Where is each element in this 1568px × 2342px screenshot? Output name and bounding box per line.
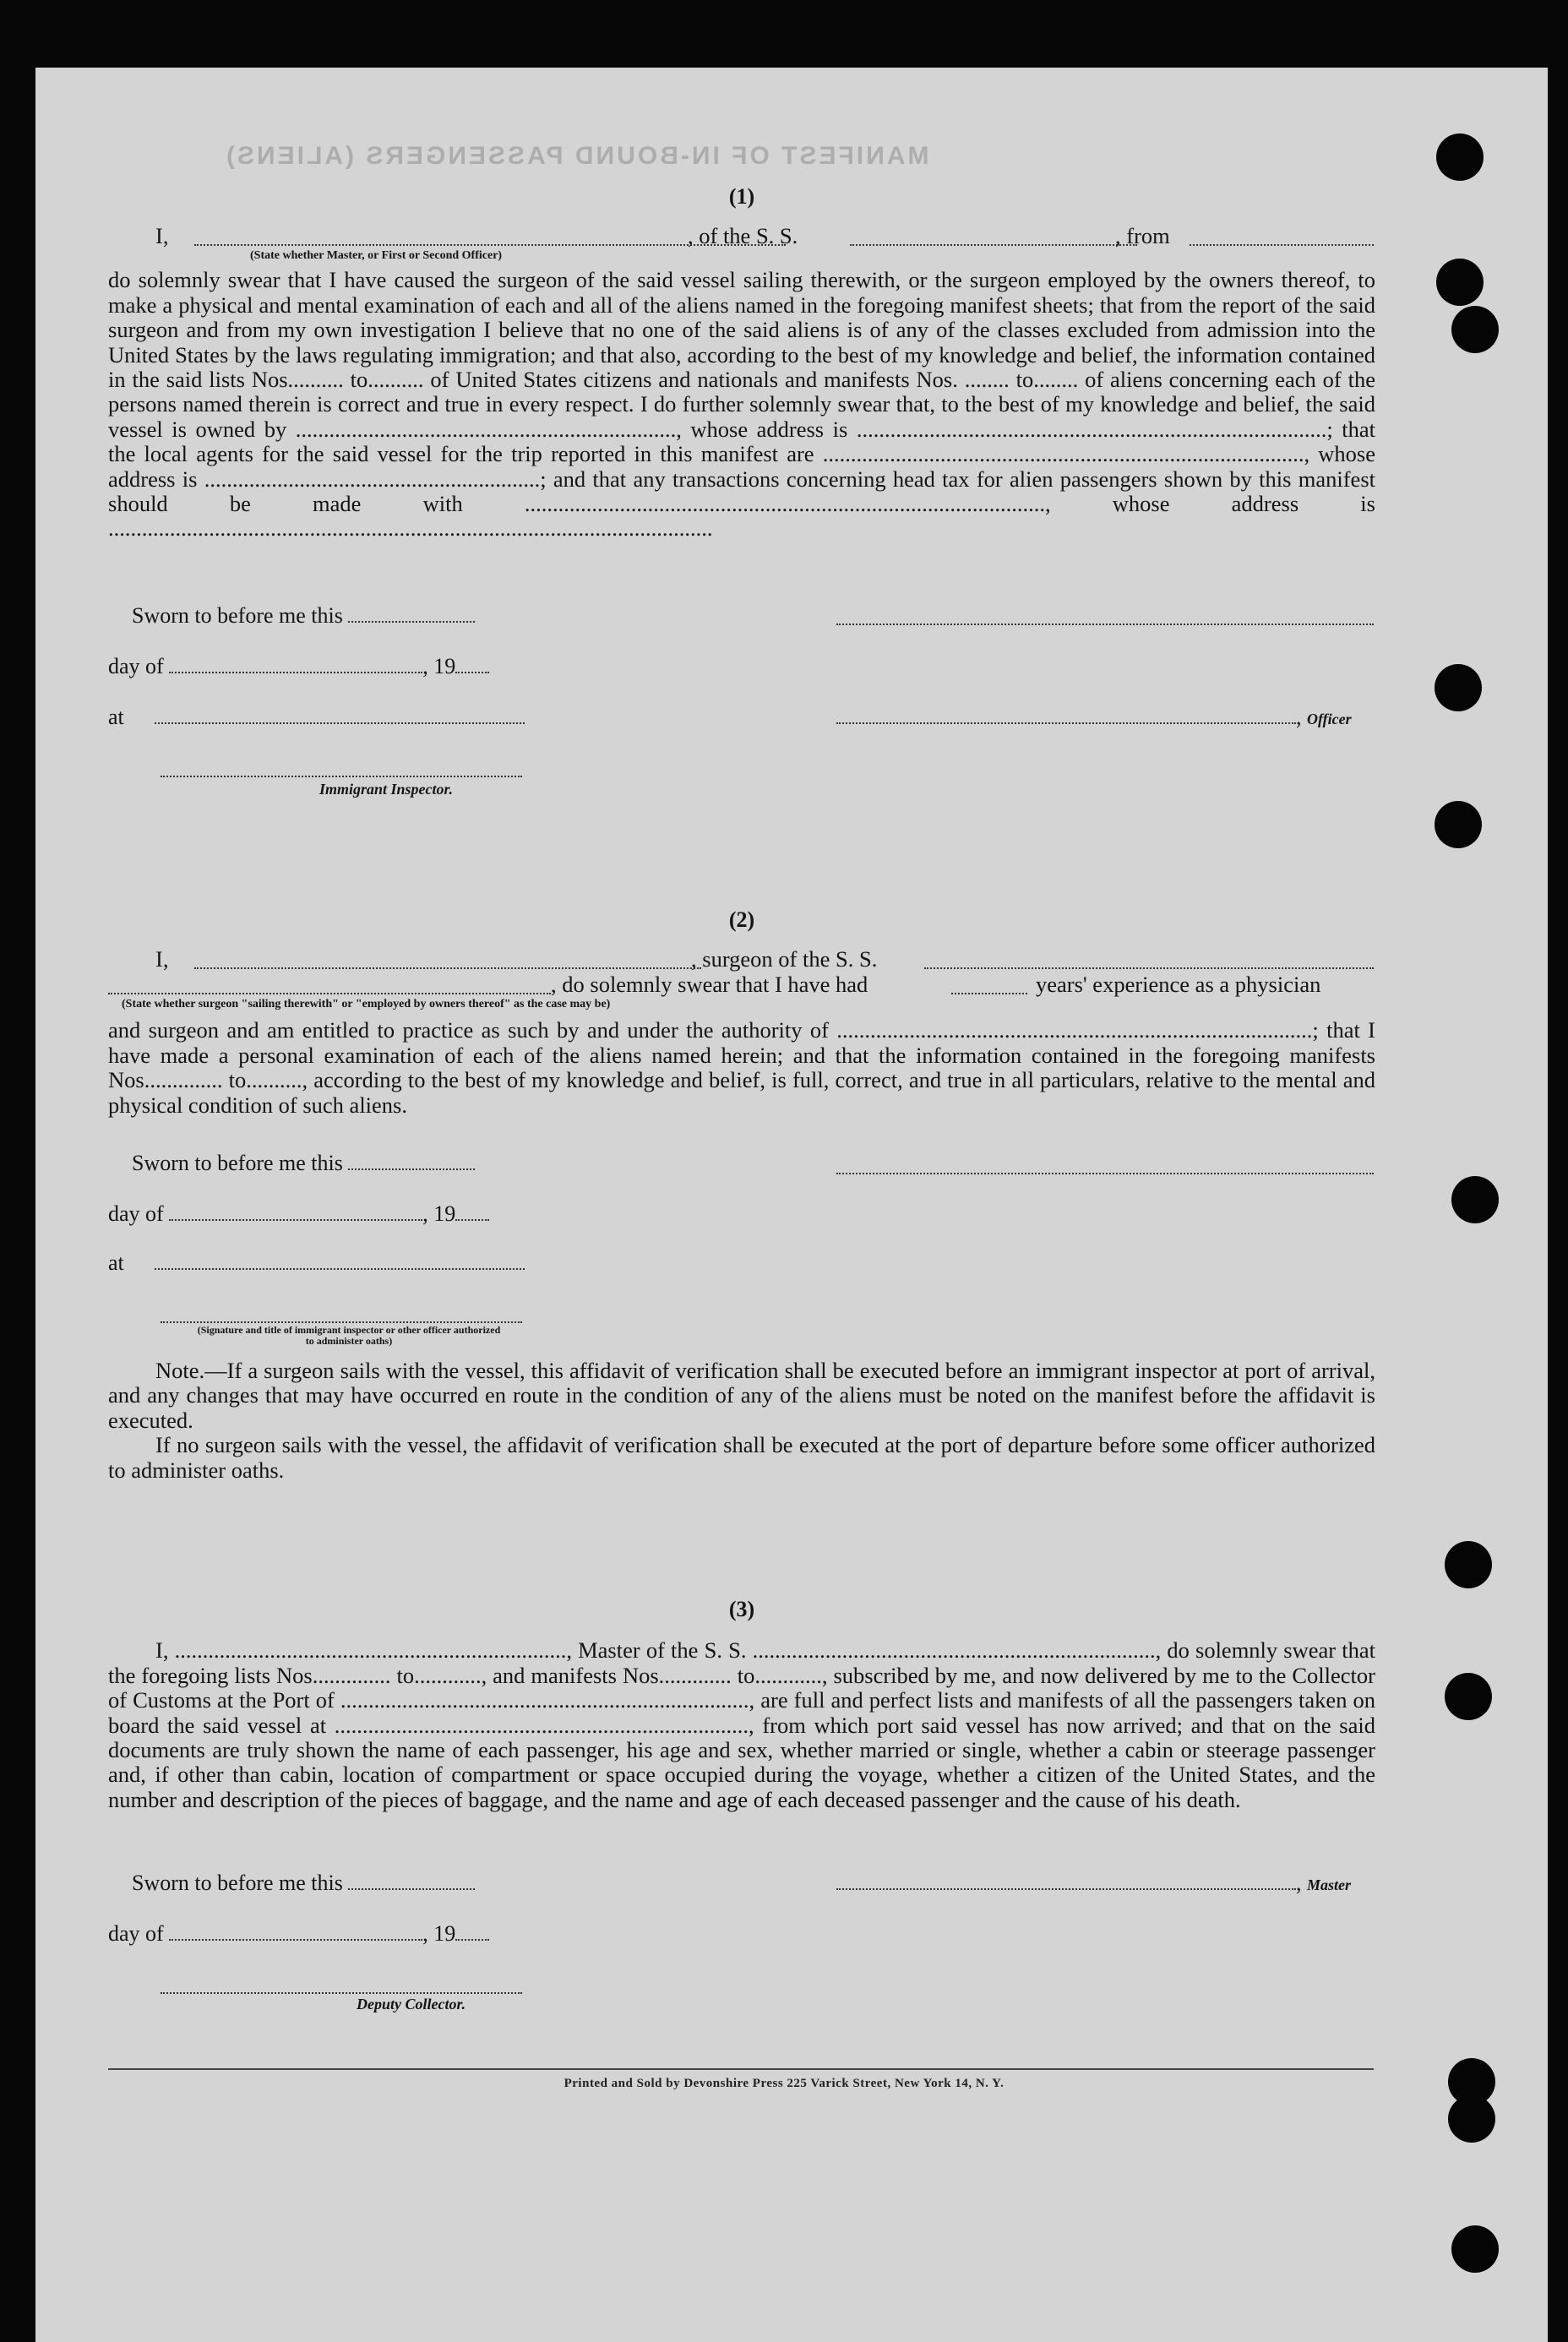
vessel-name-field[interactable]	[850, 227, 1137, 246]
year-field[interactable]	[455, 1922, 489, 1941]
signature-caption: (Signature and title of immigrant inspector or other officer authorized to administer oaths)	[197, 1324, 501, 1347]
inspector-signature-field[interactable]	[161, 759, 522, 777]
sworn-line	[132, 1871, 475, 1896]
at-place-field[interactable]	[155, 705, 525, 724]
vessel-name-field[interactable]	[924, 950, 1374, 969]
note-block	[108, 1359, 1375, 1483]
section-number: (2)	[728, 907, 755, 932]
affidavit-section-2	[108, 907, 1375, 1118]
officer-label: Officer	[1307, 711, 1352, 727]
sworn-date-field[interactable]	[348, 1871, 475, 1890]
year-prefix: , 19	[422, 1201, 456, 1226]
punch-hole	[1435, 664, 1482, 711]
sworn-line	[132, 603, 475, 629]
line-start: I,	[155, 223, 169, 249]
years-field[interactable]	[951, 976, 1027, 994]
sworn-label: Sworn to before me this	[132, 1151, 343, 1175]
line-mid: , of the S. S.	[688, 223, 798, 249]
master-signature-field[interactable]	[836, 1871, 1296, 1890]
show-through-title: MANIFEST OF IN-BOUND PASSENGERS (ALIENS)	[224, 142, 929, 170]
punch-hole	[1448, 2095, 1495, 2143]
sworn-date-field[interactable]	[348, 1152, 475, 1170]
note-paragraph: If no surgeon sails with the vessel, the affidavit of verification shall be executed at the port of departure before some officer authorized to administer oaths.	[108, 1432, 1375, 1483]
punch-hole	[1435, 801, 1482, 848]
field-caption: (State whether Master, or First or Second Officer)	[250, 249, 503, 263]
line-end: years' experience as a physician	[1036, 972, 1321, 998]
punch-hole	[1451, 306, 1499, 353]
affidavit-body: I, ......................................................................, Master of the S. S. ........................................................................, do solemnly swear that the foregoing lists Nos.............. to............, and manifests Nos............. to............, subscribed by me, and now delivered by me to the Collector of Customs at the Port of ........................................................................., are full and perfect lists and manifests of all the passengers taken on board the said vessel at .........................................................................., from which port said vessel has now arrived; and that on the said documents are truly shown the name of each passenger, his age and sex, whether married or single, whether a cabin or steerage passenger and, if other than cabin, location of compartment or space occupied during the voyage, whether a citizen of the United States, and the number and description of the pieces of baggage, and the name and age of each deceased passenger and the cause of his death.	[108, 1637, 1375, 1812]
at-line	[108, 705, 525, 730]
day-label: day of	[108, 654, 164, 678]
sworn-date-field[interactable]	[348, 604, 475, 623]
line-start: I,	[155, 946, 169, 972]
affidavit-body: and surgeon and am entitled to practice as such by and under the authority of .....................................................................................; that I have made a personal examination of each of the aliens named herein; and that the information contained in the foregoing manifests Nos.............. to.........., according to the best of my knowledge and belief, is full, correct, and true in all particulars, relative to the mental and physical condition of such aliens.	[108, 1017, 1375, 1118]
at-label: at	[108, 1250, 124, 1275]
section-number: (1)	[728, 184, 755, 209]
year-field[interactable]	[455, 1202, 489, 1221]
signature-field[interactable]	[836, 1156, 1374, 1174]
day-line	[108, 654, 489, 679]
year-prefix: , 19	[422, 1921, 456, 1946]
punch-hole	[1451, 1176, 1499, 1223]
affidavit-section-3	[108, 1597, 1375, 1812]
day-line	[108, 1921, 489, 1947]
affidavit-section-1	[108, 184, 1375, 542]
day-field[interactable]	[169, 1202, 422, 1221]
section-number: (3)	[728, 1597, 755, 1621]
day-label: day of	[108, 1201, 164, 1226]
inspector-signature-field[interactable]	[161, 1304, 522, 1323]
field-caption: (State whether surgeon "sailing therewith" or "employed by owners thereof" as the case may be)	[122, 998, 611, 1011]
inspector-label: Immigrant Inspector.	[319, 781, 454, 798]
sworn-label: Sworn to before me this	[132, 1871, 343, 1895]
note-paragraph: Note.—If a surgeon sails with the vessel, this affidavit of verification shall be executed before an immigrant inspector at port of arrival, and any changes that may have occurred en route in the condition of any of the aliens must be noted on the manifest before the affidavit is executed.	[108, 1358, 1375, 1433]
punch-hole	[1436, 259, 1484, 306]
year-prefix: , 19	[422, 654, 456, 678]
day-line	[108, 1201, 489, 1227]
line-end: , from	[1115, 223, 1170, 249]
year-field[interactable]	[455, 655, 489, 673]
officer-line: , Officer	[836, 705, 1352, 730]
punch-hole	[1451, 2225, 1499, 2273]
collector-label: Deputy Collector.	[357, 1996, 466, 2012]
printer-imprint: Printed and Sold by Devonshire Press 225 Varick Street, New York 14, N. Y.	[564, 2077, 1004, 2090]
at-line	[108, 1250, 525, 1276]
master-label: Master	[1307, 1876, 1352, 1893]
punch-hole	[1445, 1673, 1492, 1720]
surgeon-status-field[interactable]	[108, 976, 551, 994]
day-field[interactable]	[169, 655, 422, 673]
footer-rule	[108, 2068, 1374, 2070]
at-place-field[interactable]	[155, 1251, 525, 1270]
sworn-label: Sworn to before me this	[132, 603, 343, 628]
master-line: , Master	[836, 1871, 1351, 1896]
punch-hole	[1445, 1541, 1492, 1588]
punch-hole	[1436, 133, 1484, 181]
departure-port-field[interactable]	[1190, 227, 1374, 246]
affidavit-body: do solemnly swear that I have caused the surgeon of the said vessel sailing therewith, or the surgeon employed by the owners thereof, to make a physical and mental examination of each and all of the aliens named in the foregoing manifest sheets; that from the report of the said surgeon and from my own investigation I believe that no one of the said aliens is of any of the classes excluded from admission into the United States by the laws regulating immigration; and that also, according to the best of my knowledge and belief, the information contained in the said lists Nos.......... to.......... of United States citizens and nationals and manifests Nos. ........ to........ of aliens concerning each of the persons named therein is correct and true in every respect. I do further solemnly swear that, to the best of my knowledge and belief, the said vessel is owned by ...................................................................., whose address is ....................................................................................; that the local agents for the said vessel for the trip reported in this manifest are ......................................................................................, whose address is ............................................................; and that any transactions concerning head tax for alien passengers shown by this manifest should be made with ............................................................................................., whose address is ............................................................................................................	[108, 267, 1375, 542]
line-mid: , surgeon of the S. S.	[691, 946, 878, 972]
signature-field[interactable]	[836, 607, 1374, 625]
sworn-line	[132, 1151, 475, 1176]
collector-signature-field[interactable]	[161, 1975, 522, 1994]
line-mid: , do solemnly swear that I have had	[551, 972, 868, 998]
at-label: at	[108, 705, 124, 729]
day-label: day of	[108, 1921, 164, 1946]
officer-field[interactable]	[836, 705, 1296, 724]
surgeon-name-field[interactable]	[194, 950, 701, 969]
day-field[interactable]	[169, 1922, 422, 1941]
